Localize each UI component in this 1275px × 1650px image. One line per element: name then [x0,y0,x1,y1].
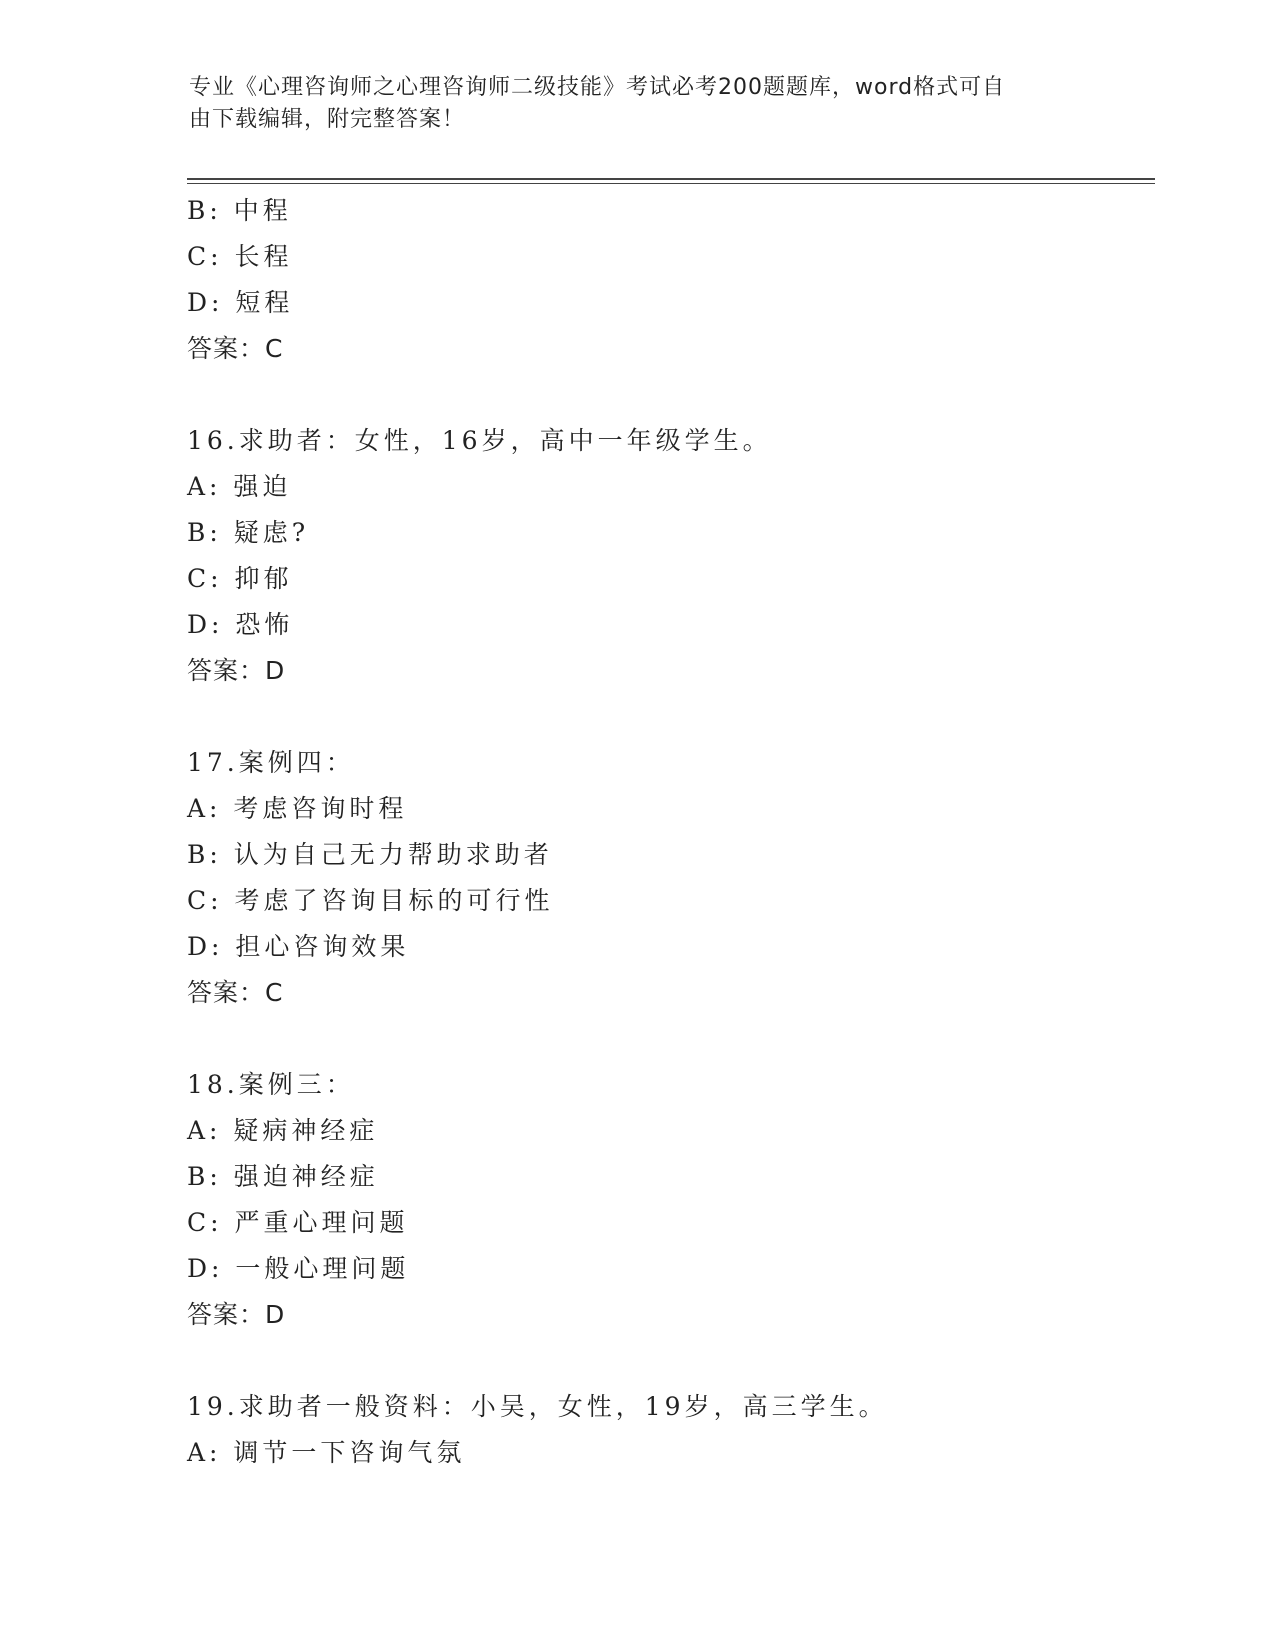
option-c: C: 抑郁 [187,564,293,593]
question-18 [187,1062,1147,1338]
document-header [189,72,1069,136]
option-c: C: 考虑了咨询目标的可行性 [187,886,554,915]
option-d: D: 一般心理问题 [187,1254,410,1283]
answer-line: 答案：D [187,1300,286,1329]
option-a: A: 考虑咨询时程 [187,794,408,823]
header-divider [187,178,1155,180]
option-c: C: 严重心理问题 [187,1208,409,1237]
question-stem: 18.案例三： [187,1070,355,1099]
question-17 [187,740,1147,1016]
option-a: A: 疑病神经症 [187,1116,379,1145]
header-divider-thin [187,183,1155,184]
question-16 [187,418,1147,694]
answer-line: 答案：D [187,656,286,685]
option-b: B: 中程 [187,196,292,225]
question-stem: 19.求助者一般资料：小吴，女性，19岁，高三学生。 [187,1392,888,1421]
question-15-tail [187,188,1147,372]
question-stem: 17.案例四： [187,748,355,777]
answer-line: 答案：C [187,334,284,363]
answer-line: 答案：C [187,978,284,1007]
option-b: B: 认为自己无力帮助求助者 [187,840,553,869]
header-line-2: 由下载编辑，附完整答案！ [189,107,466,132]
question-19 [187,1384,1147,1476]
option-a: A: 调节一下咨询气氛 [187,1438,466,1467]
question-stem: 16.求助者：女性，16岁，高中一年级学生。 [187,426,772,455]
option-d: D: 担心咨询效果 [187,932,410,961]
question-list [187,188,1147,1476]
option-c: C: 长程 [187,242,293,271]
option-b: B: 强迫神经症 [187,1162,379,1191]
option-d: D: 短程 [187,288,294,317]
header-line-1: 专业《心理咨询师之心理咨询师二级技能》考试必考200题题库，word格式可自 [189,75,1006,100]
option-a: A: 强迫 [187,472,292,501]
option-d: D: 恐怖 [187,610,294,639]
option-b: B: 疑虑? [187,518,310,547]
